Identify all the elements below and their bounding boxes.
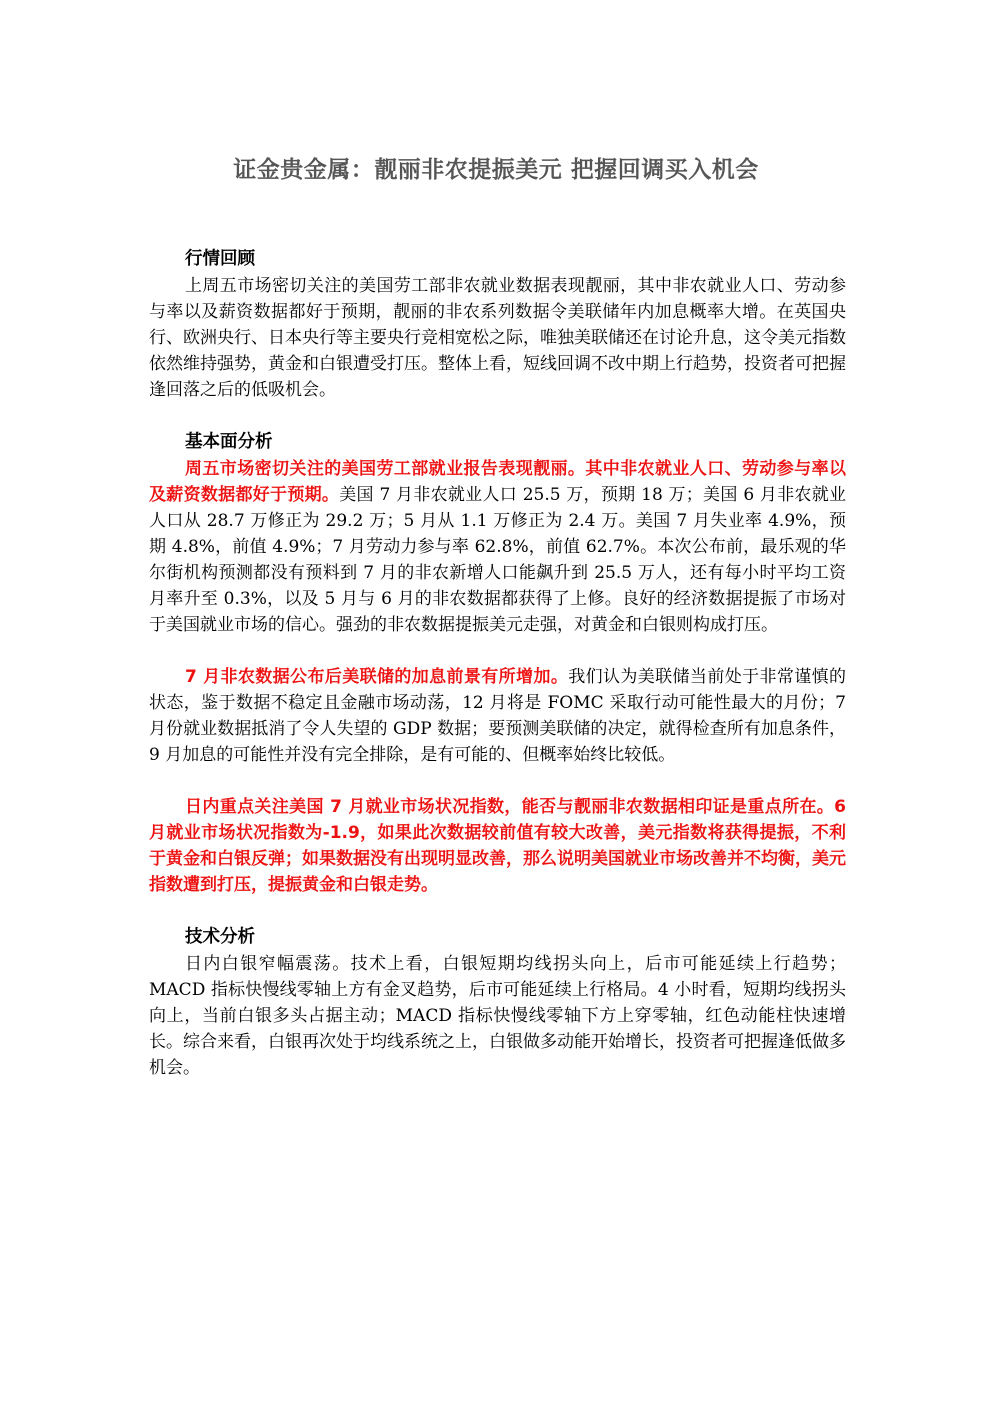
section-spacer: [149, 403, 846, 429]
page-title: 证金贵金属：靓丽非农提振美元 把握回调买入机会: [233, 157, 759, 183]
section-heading-technical-analysis: 技术分析: [185, 927, 255, 947]
market-review-paragraph: 上周五市场密切关注的美国劳工部非农就业数据表现靓丽，其中非农就业人口、劳动参与率以及薪资数据都好于预期，靓丽的非农系列数据令美联储年内加息概率大增。在英国央行、欧洲央行、日本央行等主要央行竞相宽松之际，唯独美联储还在讨论升息，这令美元指数依然维持强势，黄金和白银遭受打压。整体上看，短线回调不改中期上行趋势，投资者可把握逢回落之后的低吸机会。: [149, 276, 846, 400]
emphasis-text: 周五市场密切关注的美国劳工部就业报告表现靓丽。其中非农就业人口、劳动参与率以及薪资数据都好于预期。: [149, 459, 846, 505]
section-heading-fundamental-analysis: 基本面分析: [185, 432, 273, 452]
paragraph-spacer: [149, 638, 846, 664]
fundamental-paragraph-2: [149, 664, 846, 768]
body-text: 我们认为美联储当前处于非常谨慎的状态，鉴于数据不稳定且金融市场动荡，12 月将是 FOMC 采取行动可能性最大的月份；7 月份就业数据抵消了令人失望的 GDP 数据；要预测美联储的决定，就得检查所有加息条件，9 月加息的可能性并没有完全排除，是有可能的、但概率始终比较低。: [149, 667, 847, 765]
emphasis-text: 7 月非农数据公布后美联储的加息前景有所增加。: [185, 667, 569, 687]
section-heading-market-review: 行情回顾: [185, 249, 255, 269]
body-text: 美国 7 月非农就业人口 25.5 万，预期 18 万；美国 6 月非农就业人口从 28.7 万修正为 29.2 万；5 月从 1.1 万修正为 2.4 万。美国 7 月失业率 4.9%，预期 4.8%，前值 4.9%；7 月劳动力参与率 62.8%，前值 62.7%。本次公布前，最乐观的华尔街机构预测都没有预料到 7 月的非农新增人口能飙升到 25.5 万人，还有每小时平均工资月率升至 0.3%，以及 5 月与 6 月的非农数据都获得了上修。良好的经济数据提振了市场对于美国就业市场的信心。强劲的非农数据提振美元走强，对黄金和白银则构成打压。: [149, 485, 846, 635]
document-body: [149, 246, 846, 1081]
emphasis-text: 日内重点关注美国 7 月就业市场状况指数，能否与靓丽非农数据相印证是重点所在。6 月就业市场状况指数为-1.9，如果此次数据较前值有较大改善，美元指数将获得提振，不利于黄金和白银反弹；如果数据没有出现明显改善，那么说明美国就业市场改善并不均衡，美元指数遭到打压，提振黄金和白银走势。: [149, 797, 846, 895]
section-spacer: [149, 898, 846, 924]
technical-paragraph: 日内白银窄幅震荡。技术上看，白银短期均线拐头向上，后市可能延续上行趋势；MACD 指标快慢线零轴上方有金叉趋势，后市可能延续上行格局。4 小时看，短期均线拐头向上，当前白银多头占据主动；MACD 指标快慢线零轴下方上穿零轴，红色动能柱快速增长。综合来看，白银再次处于均线系统之上，白银做多动能开始增长，投资者可把握逢低做多机会。: [149, 954, 846, 1078]
fundamental-paragraph-3: [149, 794, 846, 898]
fundamental-paragraph-1: [149, 456, 846, 638]
paragraph-spacer: [149, 768, 846, 794]
